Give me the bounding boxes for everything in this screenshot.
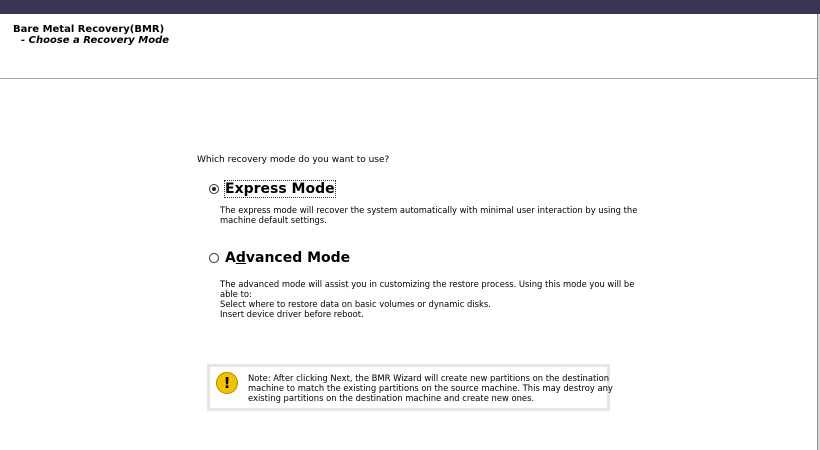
page-subtitle: - Choose a Recovery Mode (21, 35, 170, 46)
warning-icon: ! (216, 372, 238, 394)
note-line-1: Note: After clicking Next, the BMR Wizard will create new partitions on the destination (248, 373, 610, 383)
express-mode-option[interactable] (209, 181, 335, 197)
warning-note (207, 364, 613, 411)
wizard-header (0, 14, 817, 79)
express-desc-line-2: machine default settings. (220, 215, 327, 225)
advanced-label-accelerator: d (235, 250, 246, 266)
note-line-2: machine to match the existing partitions on the source machine. This may destroy any (248, 383, 613, 393)
page-title: Bare Metal Recovery(BMR) (13, 24, 165, 35)
advanced-label-prefix: A (225, 250, 236, 266)
note-line-3: existing partitions on the destination machine and create new ones. (248, 393, 535, 403)
advanced-desc-line-1: The advanced mode will assist you in customizing the restore process. Using this mode you will be (220, 279, 635, 289)
recovery-mode-question: Which recovery mode do you want to use? (197, 155, 390, 165)
window-right-border-line (817, 14, 818, 450)
advanced-mode-radio[interactable] (209, 253, 219, 263)
express-mode-radio[interactable] (209, 184, 219, 194)
window-titlebar (0, 0, 820, 14)
advanced-mode-option[interactable] (209, 250, 350, 266)
advanced-desc-line-4: Insert device driver before reboot. (220, 309, 364, 319)
advanced-label-suffix: vanced Mode (245, 250, 351, 266)
express-mode-label[interactable]: Express Mode (225, 181, 335, 197)
warning-note-text (248, 373, 613, 403)
express-desc-line-1: The express mode will recover the system automatically with minimal user interaction by using the (220, 205, 638, 215)
advanced-desc-line-2: able to: (220, 289, 252, 299)
advanced-mode-description (220, 279, 635, 319)
advanced-desc-line-3: Select where to restore data on basic volumes or dynamic disks. (220, 299, 491, 309)
express-mode-description (220, 205, 638, 225)
advanced-mode-label[interactable] (225, 250, 350, 266)
